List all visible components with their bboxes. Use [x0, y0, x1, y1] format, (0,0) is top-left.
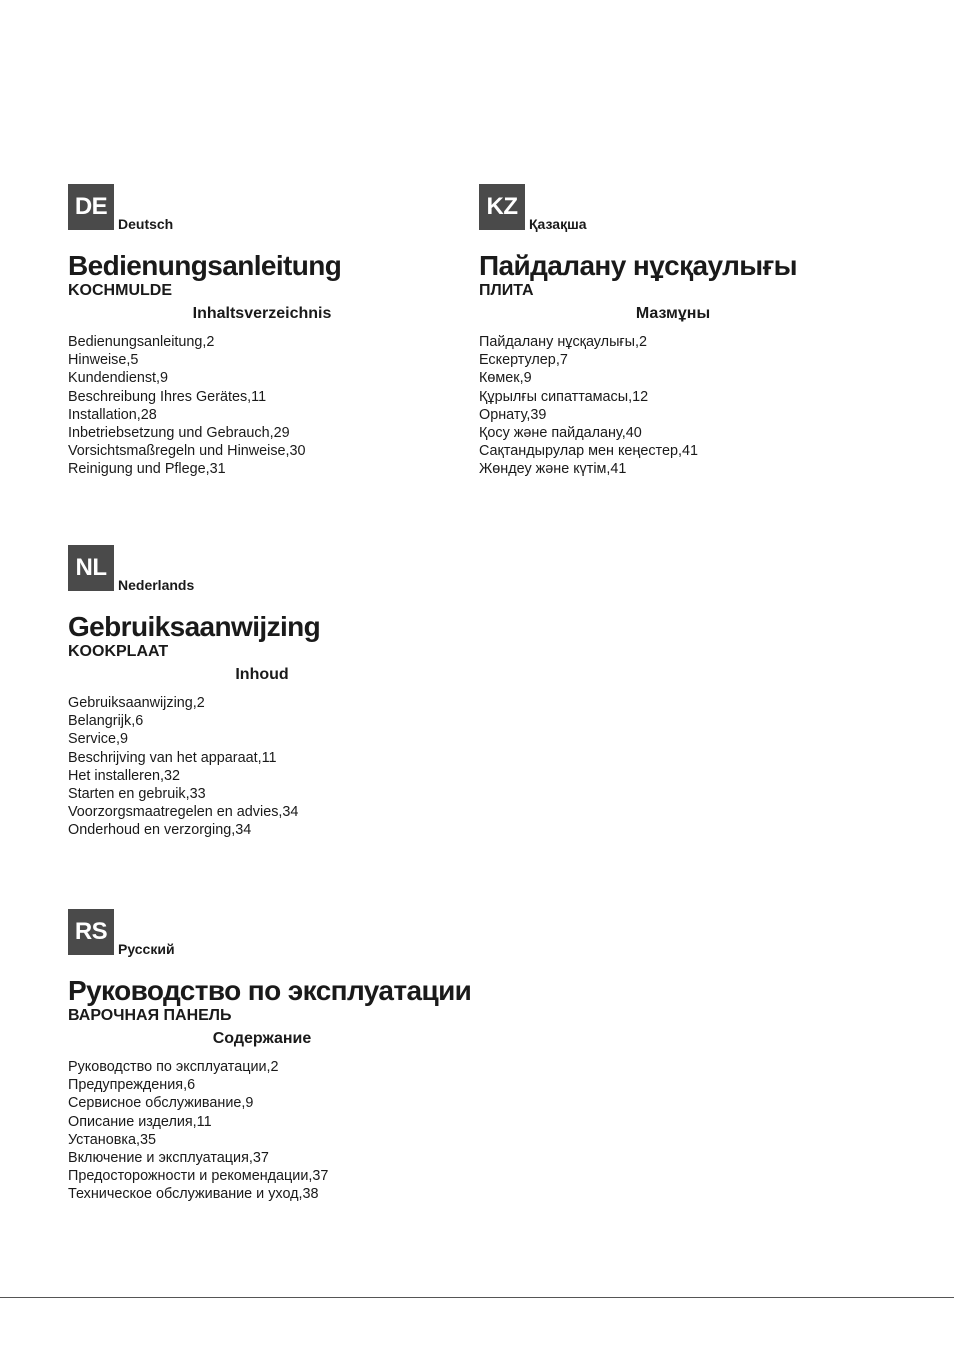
- section-kz: [479, 184, 879, 479]
- language-code-badge: RS: [68, 909, 114, 955]
- toc-item[interactable]: Installation,28: [68, 406, 157, 423]
- language-name: Русский: [118, 941, 175, 957]
- product-subtitle: KOCHMULDE: [68, 282, 172, 299]
- toc-item[interactable]: Предосторожности и рекомендации,37: [68, 1168, 329, 1185]
- toc-item[interactable]: Gebruiksaanwijzing,2: [68, 695, 205, 711]
- toc-item[interactable]: Орнату,39: [479, 406, 547, 423]
- language-name: Қазақша: [529, 216, 587, 232]
- toc-item[interactable]: Пайдалану нұсқаулығы,2: [479, 334, 648, 350]
- section-nl: [68, 545, 468, 840]
- toc-item[interactable]: Руководство по эксплуатации,2: [68, 1059, 279, 1075]
- section-de: [68, 184, 468, 479]
- contents-heading: Inhaltsverzeichnis: [192, 305, 332, 322]
- toc-item[interactable]: Het installeren,32: [68, 767, 180, 784]
- toc-item[interactable]: Включение и эксплуатация,37: [68, 1150, 269, 1167]
- language-header: [68, 545, 468, 591]
- language-code-badge: KZ: [479, 184, 525, 230]
- toc-item[interactable]: Bedienungsanleitung,2: [68, 334, 215, 350]
- product-subtitle: KOOKPLAAT: [68, 643, 169, 660]
- toc-item[interactable]: Сақтандырулар мен кеңестер,41: [479, 443, 698, 460]
- section-rs: [68, 909, 472, 1204]
- toc-item[interactable]: Vorsichtsmaßregeln und Hinweise,30: [68, 443, 306, 460]
- contents-heading: Мазмұны: [635, 305, 711, 322]
- toc-item[interactable]: Starten en gebruik,33: [68, 786, 206, 803]
- toc-item[interactable]: Установка,35: [68, 1131, 157, 1148]
- toc-item[interactable]: Жөндеу және күтім,41: [479, 461, 627, 478]
- manual-title: Gebruiksaanwijzing: [68, 611, 321, 642]
- toc-item[interactable]: Inbetriebsetzung und Gebrauch,29: [68, 425, 290, 442]
- toc-item[interactable]: Service,9: [68, 731, 128, 748]
- table-of-contents: [68, 1058, 468, 1204]
- toc-item[interactable]: Hinweise,5: [68, 352, 139, 369]
- toc-item[interactable]: Belangrijk,6: [68, 713, 144, 730]
- toc-item[interactable]: Kundendienst,9: [68, 370, 169, 387]
- toc-item[interactable]: Предупреждения,6: [68, 1077, 196, 1094]
- language-header: [68, 184, 468, 230]
- toc-item[interactable]: Көмек,9: [479, 370, 532, 387]
- toc-item[interactable]: Voorzorgsmaatregelen en advies,34: [68, 804, 299, 821]
- language-header: [68, 909, 468, 955]
- toc-item[interactable]: Құрылғы сипаттамасы,12: [479, 388, 649, 405]
- contents-heading: Inhoud: [235, 666, 289, 683]
- manual-title: Пайдалану нұсқаулығы: [479, 250, 797, 281]
- language-code-badge: NL: [68, 545, 114, 591]
- manual-title: Bedienungsanleitung: [68, 250, 342, 281]
- toc-item[interactable]: Onderhoud en verzorging,34: [68, 822, 252, 839]
- toc-item[interactable]: Техническое обслуживание и уход,38: [68, 1186, 319, 1203]
- toc-item[interactable]: Қосу және пайдалану,40: [479, 425, 642, 442]
- product-subtitle: ВАРОЧНАЯ ПАНЕЛЬ: [68, 1007, 232, 1024]
- manual-title: Руководство по эксплуатации: [68, 975, 472, 1006]
- language-code-badge: DE: [68, 184, 114, 230]
- language-name: Deutsch: [118, 216, 174, 232]
- bottom-divider: [0, 1297, 954, 1298]
- toc-item[interactable]: Reinigung und Pflege,31: [68, 461, 226, 478]
- table-of-contents: [479, 333, 879, 479]
- toc-item[interactable]: Beschrijving van het apparaat,11: [68, 749, 277, 766]
- product-subtitle: ПЛИТА: [479, 282, 534, 299]
- table-of-contents: [68, 333, 468, 479]
- toc-item[interactable]: Сервисное обслуживание,9: [68, 1095, 254, 1112]
- contents-heading: Содержание: [212, 1030, 312, 1047]
- toc-item[interactable]: Beschreibung Ihres Gerätes,11: [68, 388, 267, 405]
- language-name: Nederlands: [118, 577, 195, 593]
- toc-item[interactable]: Описание изделия,11: [68, 1113, 212, 1130]
- table-of-contents: [68, 694, 468, 840]
- language-header: [479, 184, 879, 230]
- toc-item[interactable]: Ескертулер,7: [479, 352, 568, 369]
